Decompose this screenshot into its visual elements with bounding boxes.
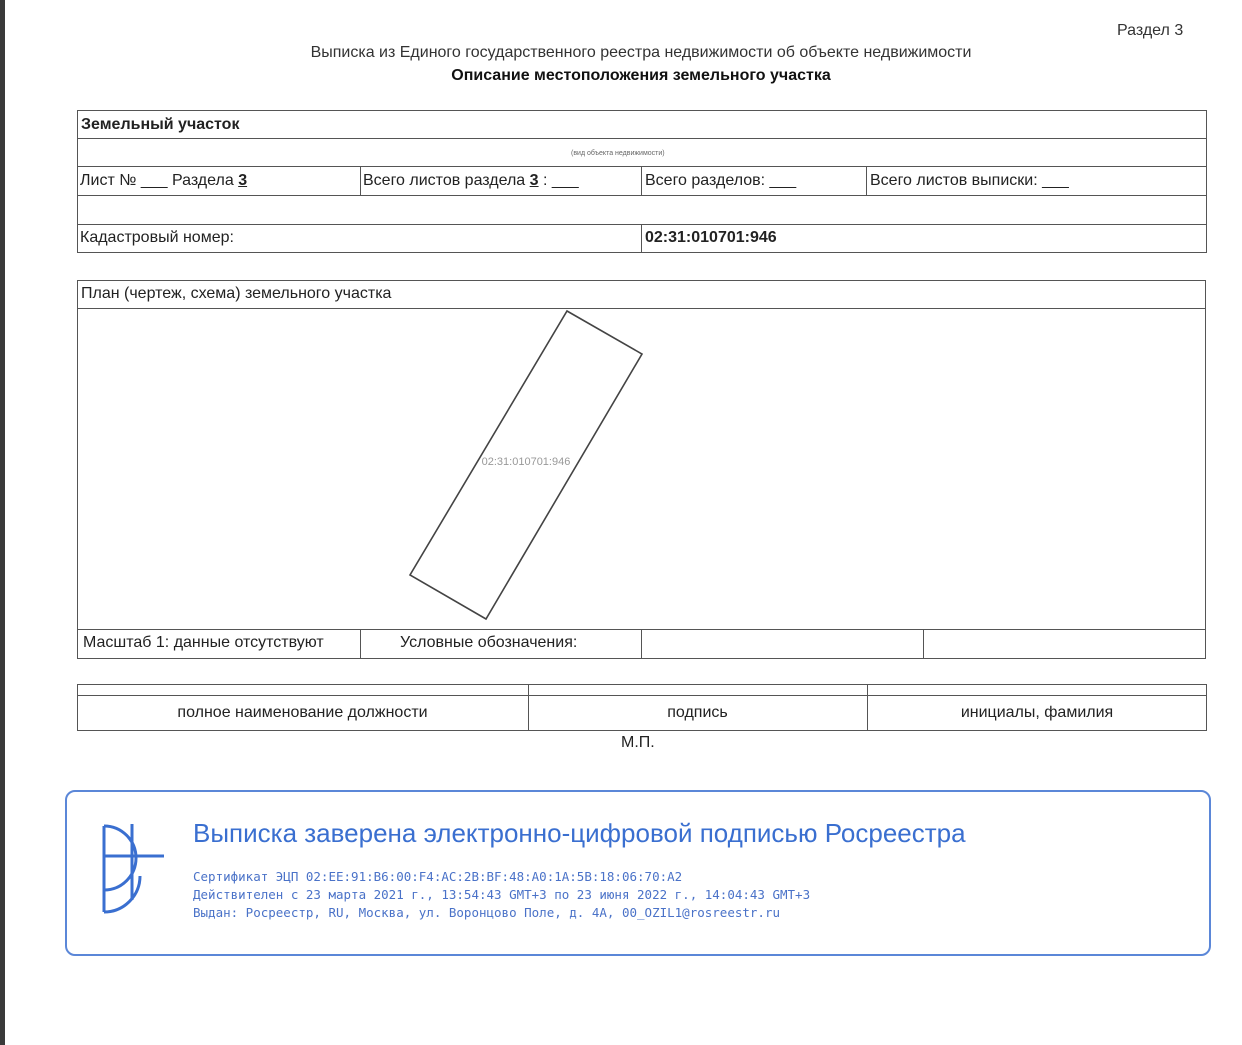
plan-heading: План (чертеж, схема) земельного участка	[81, 285, 392, 302]
stamp-title: Выписка заверена электронно-цифровой подписью Росреестра	[193, 818, 966, 848]
parcel-label: 02:31:010701:946	[481, 456, 571, 468]
parcel-plan-drawing	[78, 309, 1205, 629]
signature-sign: подпись	[667, 704, 728, 721]
document-subtitle: Описание местоположения земельного участка	[451, 67, 831, 84]
signature-position: полное наименование должности	[177, 704, 428, 721]
plan-scale: Масштаб 1: данные отсутствуют	[83, 634, 324, 651]
stamp-validity: Действителен с 23 марта 2021 г., 13:54:43 GMT+3 по 23 июня 2022 г., 14:04:43 GMT+3	[193, 887, 811, 902]
total-sheets-prefix: Всего листов раздела	[363, 172, 530, 189]
object-type-caption: (вид объекта недвижимости)	[571, 150, 665, 157]
total-sections: Всего разделов: ___	[645, 172, 797, 189]
plan-legend: Условные обозначения:	[400, 634, 578, 651]
sheet-prefix: Лист № ___ Раздела	[80, 172, 239, 189]
cadastral-label: Кадастровый номер:	[80, 229, 234, 246]
rosreestr-logo-icon	[100, 820, 170, 916]
document-title: Выписка из Единого государственного реестра недвижимости об объекте недвижимости	[310, 44, 972, 61]
total-extract-sheets: Всего листов выписки: ___	[870, 172, 1069, 189]
sheet-section-value: 3	[238, 172, 248, 189]
total-sheets-section	[363, 172, 579, 190]
total-sheets-value: 3	[529, 172, 539, 189]
sheet-number	[80, 172, 247, 190]
signature-name: инициалы, фамилия	[960, 704, 1114, 721]
total-sheets-suffix: : ___	[538, 172, 579, 189]
stamp-issuer: Выдан: Росреестр, RU, Москва, ул. Воронцово Поле, д. 4А, 00_OZIL1@rosreestr.ru	[193, 905, 780, 920]
cadastral-number: 02:31:010701:946	[645, 229, 777, 246]
seal-place: М.П.	[621, 734, 655, 751]
stamp-certificate: Сертификат ЭЦП 02:EE:91:B6:00:F4:AC:2B:BF:48:A0:1A:5B:18:06:70:A2	[193, 869, 683, 884]
object-type: Земельный участок	[81, 116, 240, 133]
viewer-edge	[0, 0, 5, 1045]
section-label: Раздел 3	[1117, 22, 1184, 39]
